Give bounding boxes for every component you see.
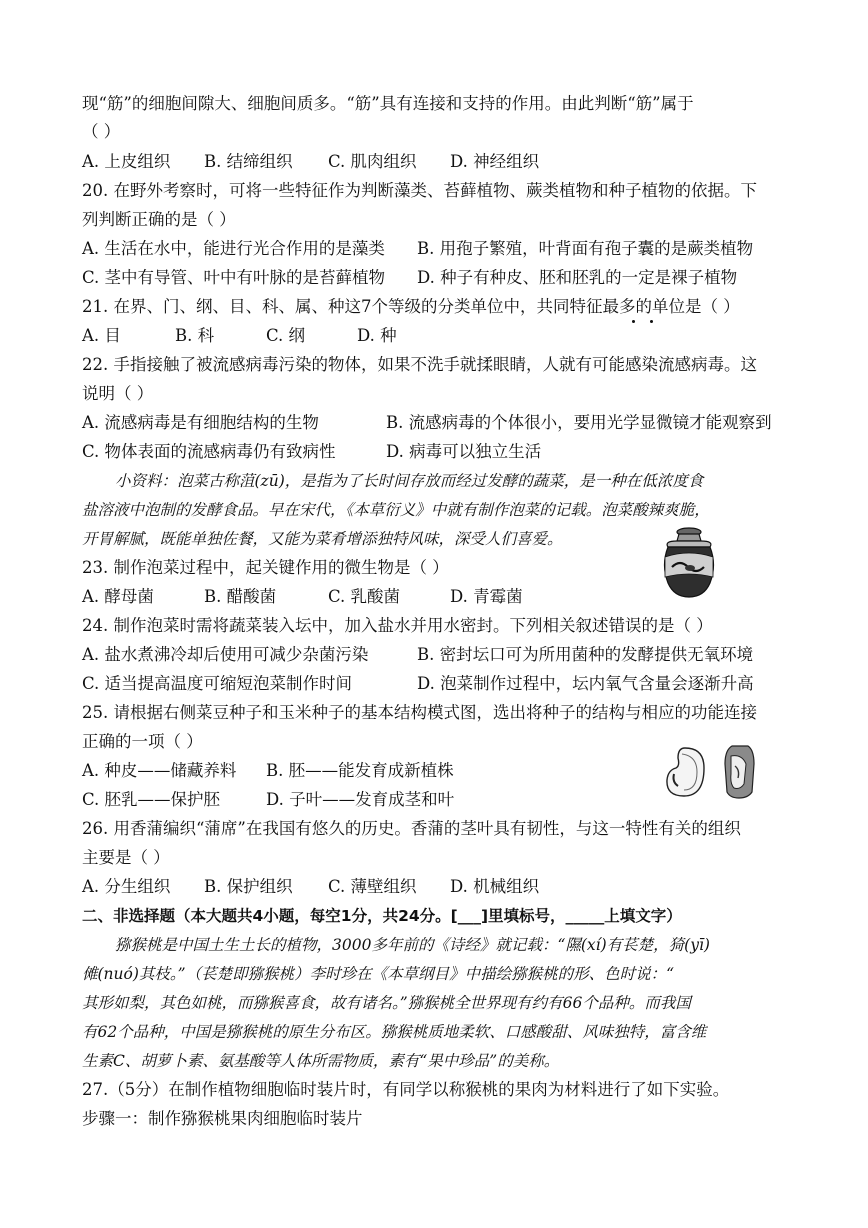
q19-option-d: D. 神经组织 — [450, 152, 540, 171]
q21-option-a: A. 目 — [82, 326, 121, 345]
q25-option-a: A. 种皮——储藏养料 — [82, 761, 237, 780]
q23-text: 23. 制作泡菜过程中，起关键作用的微生物是（ ） — [82, 558, 449, 577]
q19-option-a: A. 上皮组织 — [82, 152, 171, 171]
q26-text-line1: 26. 用香蒲编织“蒲席”在我国有悠久的历史。香蒲的茎叶具有韧性，与这一特性有关的组织 — [82, 819, 741, 838]
q25-text-line2: 正确的一项（ ） — [82, 732, 203, 751]
emphasis-dot — [632, 320, 635, 323]
kiwi-line1: 猕猴桃是中国土生土长的植物，3000多年前的《诗经》就记载：“隰(xí)有苌楚，猗(yī) — [115, 936, 710, 954]
q20-option-c: C. 茎中有导管、叶中有叶脉的是苔藓植物 — [82, 268, 386, 287]
q21-option-d: D. 种 — [357, 326, 397, 345]
q24-option-c: C. 适当提高温度可缩短泡菜制作时间 — [82, 674, 353, 693]
q24-option-b: B. 密封坛口可为所用菌种的发酵提供无氧环境 — [417, 645, 754, 664]
q22-option-c: C. 物体表面的流感病毒仍有致病性 — [82, 442, 336, 461]
q24-text: 24. 制作泡菜时需将蔬菜装入坛中，加入盐水并用水密封。下列相关叙述错误的是（ ） — [82, 616, 713, 635]
q26-option-a: A. 分生组织 — [82, 877, 171, 896]
q19-option-b: B. 结缔组织 — [204, 152, 293, 171]
pickle-jar-image — [660, 527, 718, 599]
q21-option-b: B. 科 — [175, 326, 215, 345]
q20-text-line1: 20. 在野外考察时，可将一些特征作为判断藻类、苔藓植物、蕨类植物和种子植物的依据。下 — [82, 181, 757, 200]
q22-option-b: B. 流感病毒的个体很小，要用光学显微镜才能观察到 — [386, 413, 772, 432]
q24-option-d: D. 泡菜制作过程中，坛内氧气含量会逐渐升高 — [417, 674, 754, 693]
q22-option-a: A. 流感病毒是有细胞结构的生物 — [82, 413, 319, 432]
q27-step1: 步骤一：制作猕猴桃果肉细胞临时装片 — [82, 1109, 363, 1128]
kiwi-line5: 生素C、胡萝卜素、氨基酸等人体所需物质，素有“果中珍品”的美称。 — [82, 1052, 560, 1070]
q20-text-line2: 列判断正确的是（ ） — [82, 210, 236, 229]
q22-option-d: D. 病毒可以独立生活 — [386, 442, 542, 461]
kiwi-line3: 其形如梨，其色如桃，而猕猴喜食，故有诸名。”猕猴桃全世界现有约有66个品种。而我国 — [82, 994, 691, 1012]
q20-option-d: D. 种子有种皮、胚和胚乳的一定是裸子植物 — [417, 268, 738, 287]
q19-option-c: C. 肌肉组织 — [328, 152, 417, 171]
q23-option-d: D. 青霉菌 — [450, 587, 523, 606]
material-line3: 开胃解腻，既能单独佐餐，又能为菜肴增添独特风味，深受人们喜爱。 — [82, 530, 563, 548]
q22-text-line1: 22. 手指接触了被流感病毒污染的物体，如果不洗手就揉眼睛，人就有可能感染流感病毒。这 — [82, 355, 757, 374]
q25-option-c: C. 胚乳——保护胚 — [82, 790, 221, 809]
emphasis-dot — [650, 320, 653, 323]
q23-option-a: A. 酵母菌 — [82, 587, 154, 606]
q19-text-line1: 现“筋”的细胞间隙大、细胞间质多。“筋”具有连接和支持的作用。由此判断“筋”属于 — [82, 94, 694, 113]
q26-text-line2: 主要是（ ） — [82, 848, 170, 867]
q24-option-a: A. 盐水煮沸冷却后使用可减少杂菌污染 — [82, 645, 369, 664]
bean-seed-diagram — [664, 746, 706, 798]
q20-option-b: B. 用孢子繁殖，叶背面有孢子囊的是蕨类植物 — [417, 239, 754, 258]
section2-heading: 二、非选择题（本大题共4小题，每空1分，共24分。[___]里填标号，_____上填文字） — [82, 907, 682, 925]
q21-option-c: C. 纲 — [266, 326, 306, 345]
q27-text-line1: 27.（5分）在制作植物细胞临时装片时，有同学以称猴桃的果肉为材料进行了如下实验。 — [82, 1080, 730, 1099]
q26-option-b: B. 保护组织 — [204, 877, 293, 896]
q22-text-line2: 说明（ ） — [82, 384, 154, 403]
q25-option-b: B. 胚——能发育成新植株 — [266, 761, 454, 780]
material-line1: 小资料：泡菜古称菹(zū)，是指为了长时间存放而经过发酵的蔬菜，是一种在低浓度食 — [115, 472, 704, 490]
q23-option-b: B. 醋酸菌 — [204, 587, 277, 606]
kiwi-line2: 傩(nuó)其枝。”（苌楚即猕猴桃）李时珍在《本草纲目》中描绘猕猴桃的形、色时说：“ — [82, 965, 674, 983]
corn-seed-diagram — [722, 744, 756, 800]
q26-option-c: C. 薄壁组织 — [328, 877, 417, 896]
q26-option-d: D. 机械组织 — [450, 877, 540, 896]
q21-text: 21. 在界、门、纲、目、科、属、种这7个等级的分类单位中，共同特征最多的单位是（ ） — [82, 297, 740, 316]
q20-option-a: A. 生活在水中，能进行光合作用的是藻类 — [82, 239, 385, 258]
q19-answer-bracket: （ ） — [82, 122, 121, 141]
kiwi-line4: 有62个品种，中国是猕猴桃的原生分布区。猕猴桃质地柔软、口感酸甜、风味独特，富含维 — [82, 1023, 707, 1041]
q25-option-d: D. 子叶——发育成茎和叶 — [266, 790, 455, 809]
q25-text-line1: 25. 请根据右侧菜豆种子和玉米种子的基本结构模式图，选出将种子的结构与相应的功能连接 — [82, 703, 757, 722]
q23-option-c: C. 乳酸菌 — [328, 587, 401, 606]
material-line2: 盐溶液中泡制的发酵食品。早在宋代，《本草衍义》中就有制作泡菜的记载。泡菜酸辣爽脆， — [82, 501, 710, 519]
